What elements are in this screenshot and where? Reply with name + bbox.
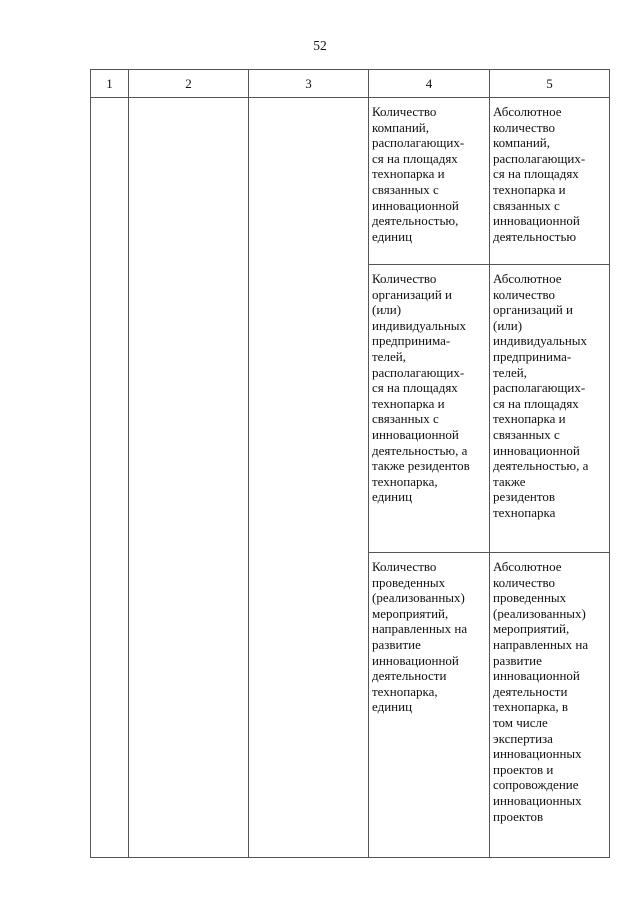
column-header-3: 3 [249,70,369,98]
cell-method [490,265,610,553]
column-header-4: 4 [369,70,490,98]
table-row [91,98,610,265]
method-text: Абсолютное количество проведенных (реализованных) мероприятий, направленных на развитие инновационной деятельности технопарка, в том числе экспертиза инновационных проектов и сопровождение инновационных проектов [493,559,589,824]
indicator-text: Количество организаций и (или) индивидуальных предпринима- телей, располагающих- ся на площадях технопарка и связанных с инновационной деятельностью, а также резидентов технопарка, единиц [372,271,470,505]
cell-method [490,98,610,265]
cell-indicator [369,265,490,553]
method-text: Абсолютное количество компаний, располагающих- ся на площадях технопарка и связанных с инновационной деятельностью [493,104,586,244]
cell-indicator [369,553,490,858]
cell-method [490,553,610,858]
indicator-table [90,69,610,858]
cell-indicator [369,98,490,265]
page-number: 52 [313,38,327,53]
column-header-2: 2 [129,70,249,98]
cell-col1-empty [91,98,129,858]
column-header-1: 1 [91,70,129,98]
cell-col3-empty [249,98,369,858]
column-header-5: 5 [490,70,610,98]
cell-col2-empty [129,98,249,858]
indicator-text: Количество компаний, располагающих- ся на площадях технопарка и связанных с инновационной деятельностью, единиц [372,104,465,244]
indicator-text: Количество проведенных (реализованных) мероприятий, направленных на развитие инновационной деятельности технопарка, единиц [372,559,468,715]
table-header-row [91,70,610,98]
method-text: Абсолютное количество организаций и (или) индивидуальных предпринима- телей, располагающих- ся на площадях технопарка и связанных с инновационной деятельностью, а также резидентов технопарка [493,271,589,520]
